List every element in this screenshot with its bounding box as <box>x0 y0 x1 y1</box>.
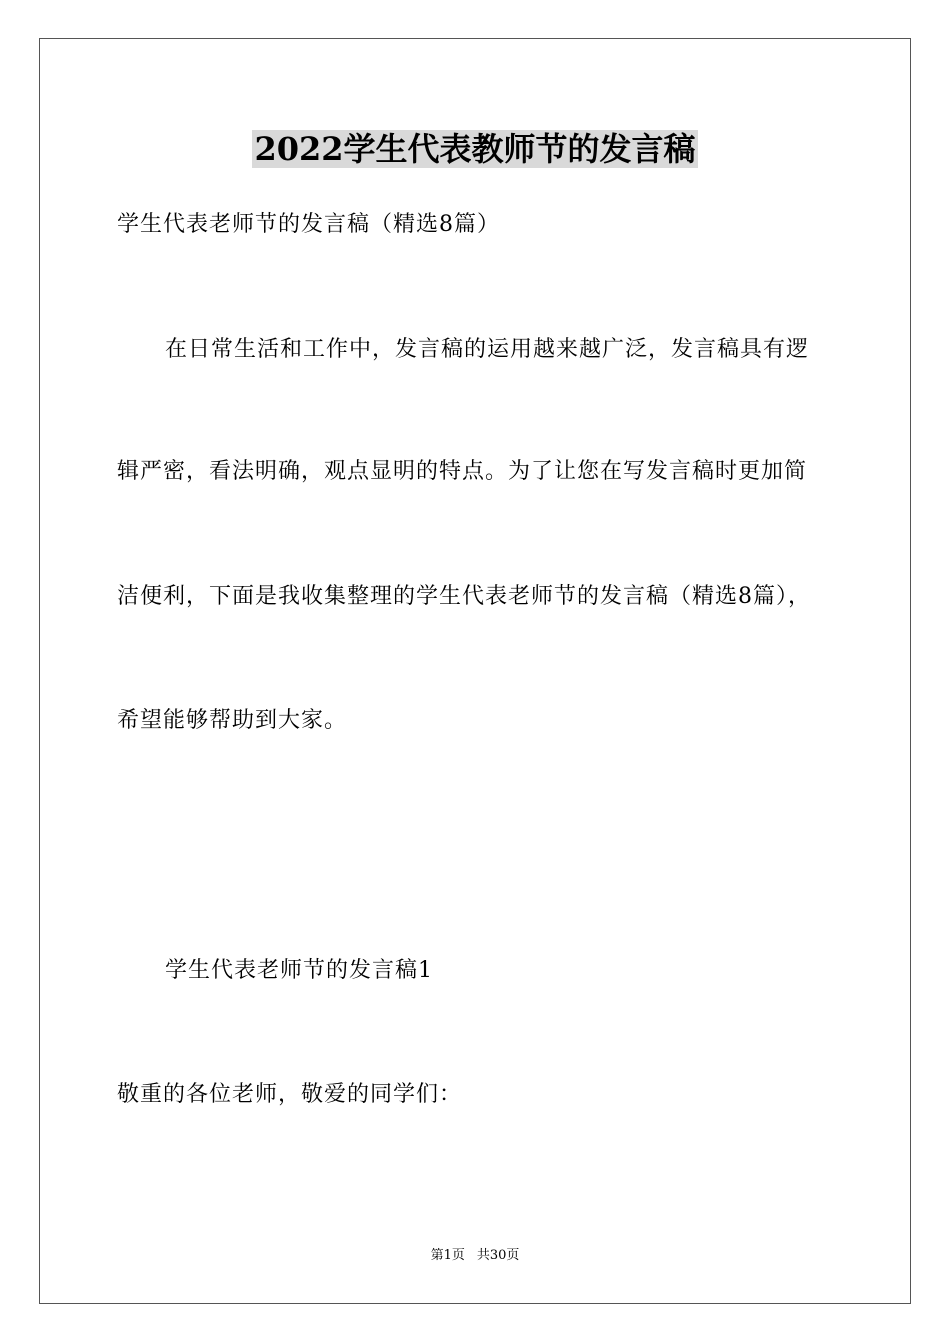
page-total: 共30页 <box>476 1248 520 1263</box>
section-heading: 学生代表老师节的发言稿1 <box>165 958 433 983</box>
page-footer <box>0 1247 950 1265</box>
intro-line-4: 希望能够帮助到大家。 <box>117 708 348 733</box>
document-title-text: 2022学生代表教师节的发言稿 <box>254 130 696 168</box>
intro-line-3: 洁便利，下面是我收集整理的学生代表老师节的发言稿（精选8篇）， <box>117 584 811 609</box>
page-number: 第1页 <box>430 1248 465 1263</box>
greeting-line: 敬重的各位老师，敬爱的同学们： <box>117 1082 463 1107</box>
document-subtitle: 学生代表老师节的发言稿（精选8篇） <box>117 212 500 237</box>
intro-line-2: 辑严密，看法明确，观点显明的特点。为了让您在写发言稿时更加简 <box>117 459 808 484</box>
document-title <box>0 126 950 172</box>
intro-line-1: 在日常生活和工作中，发言稿的运用越来越广泛，发言稿具有逻 <box>165 337 810 362</box>
